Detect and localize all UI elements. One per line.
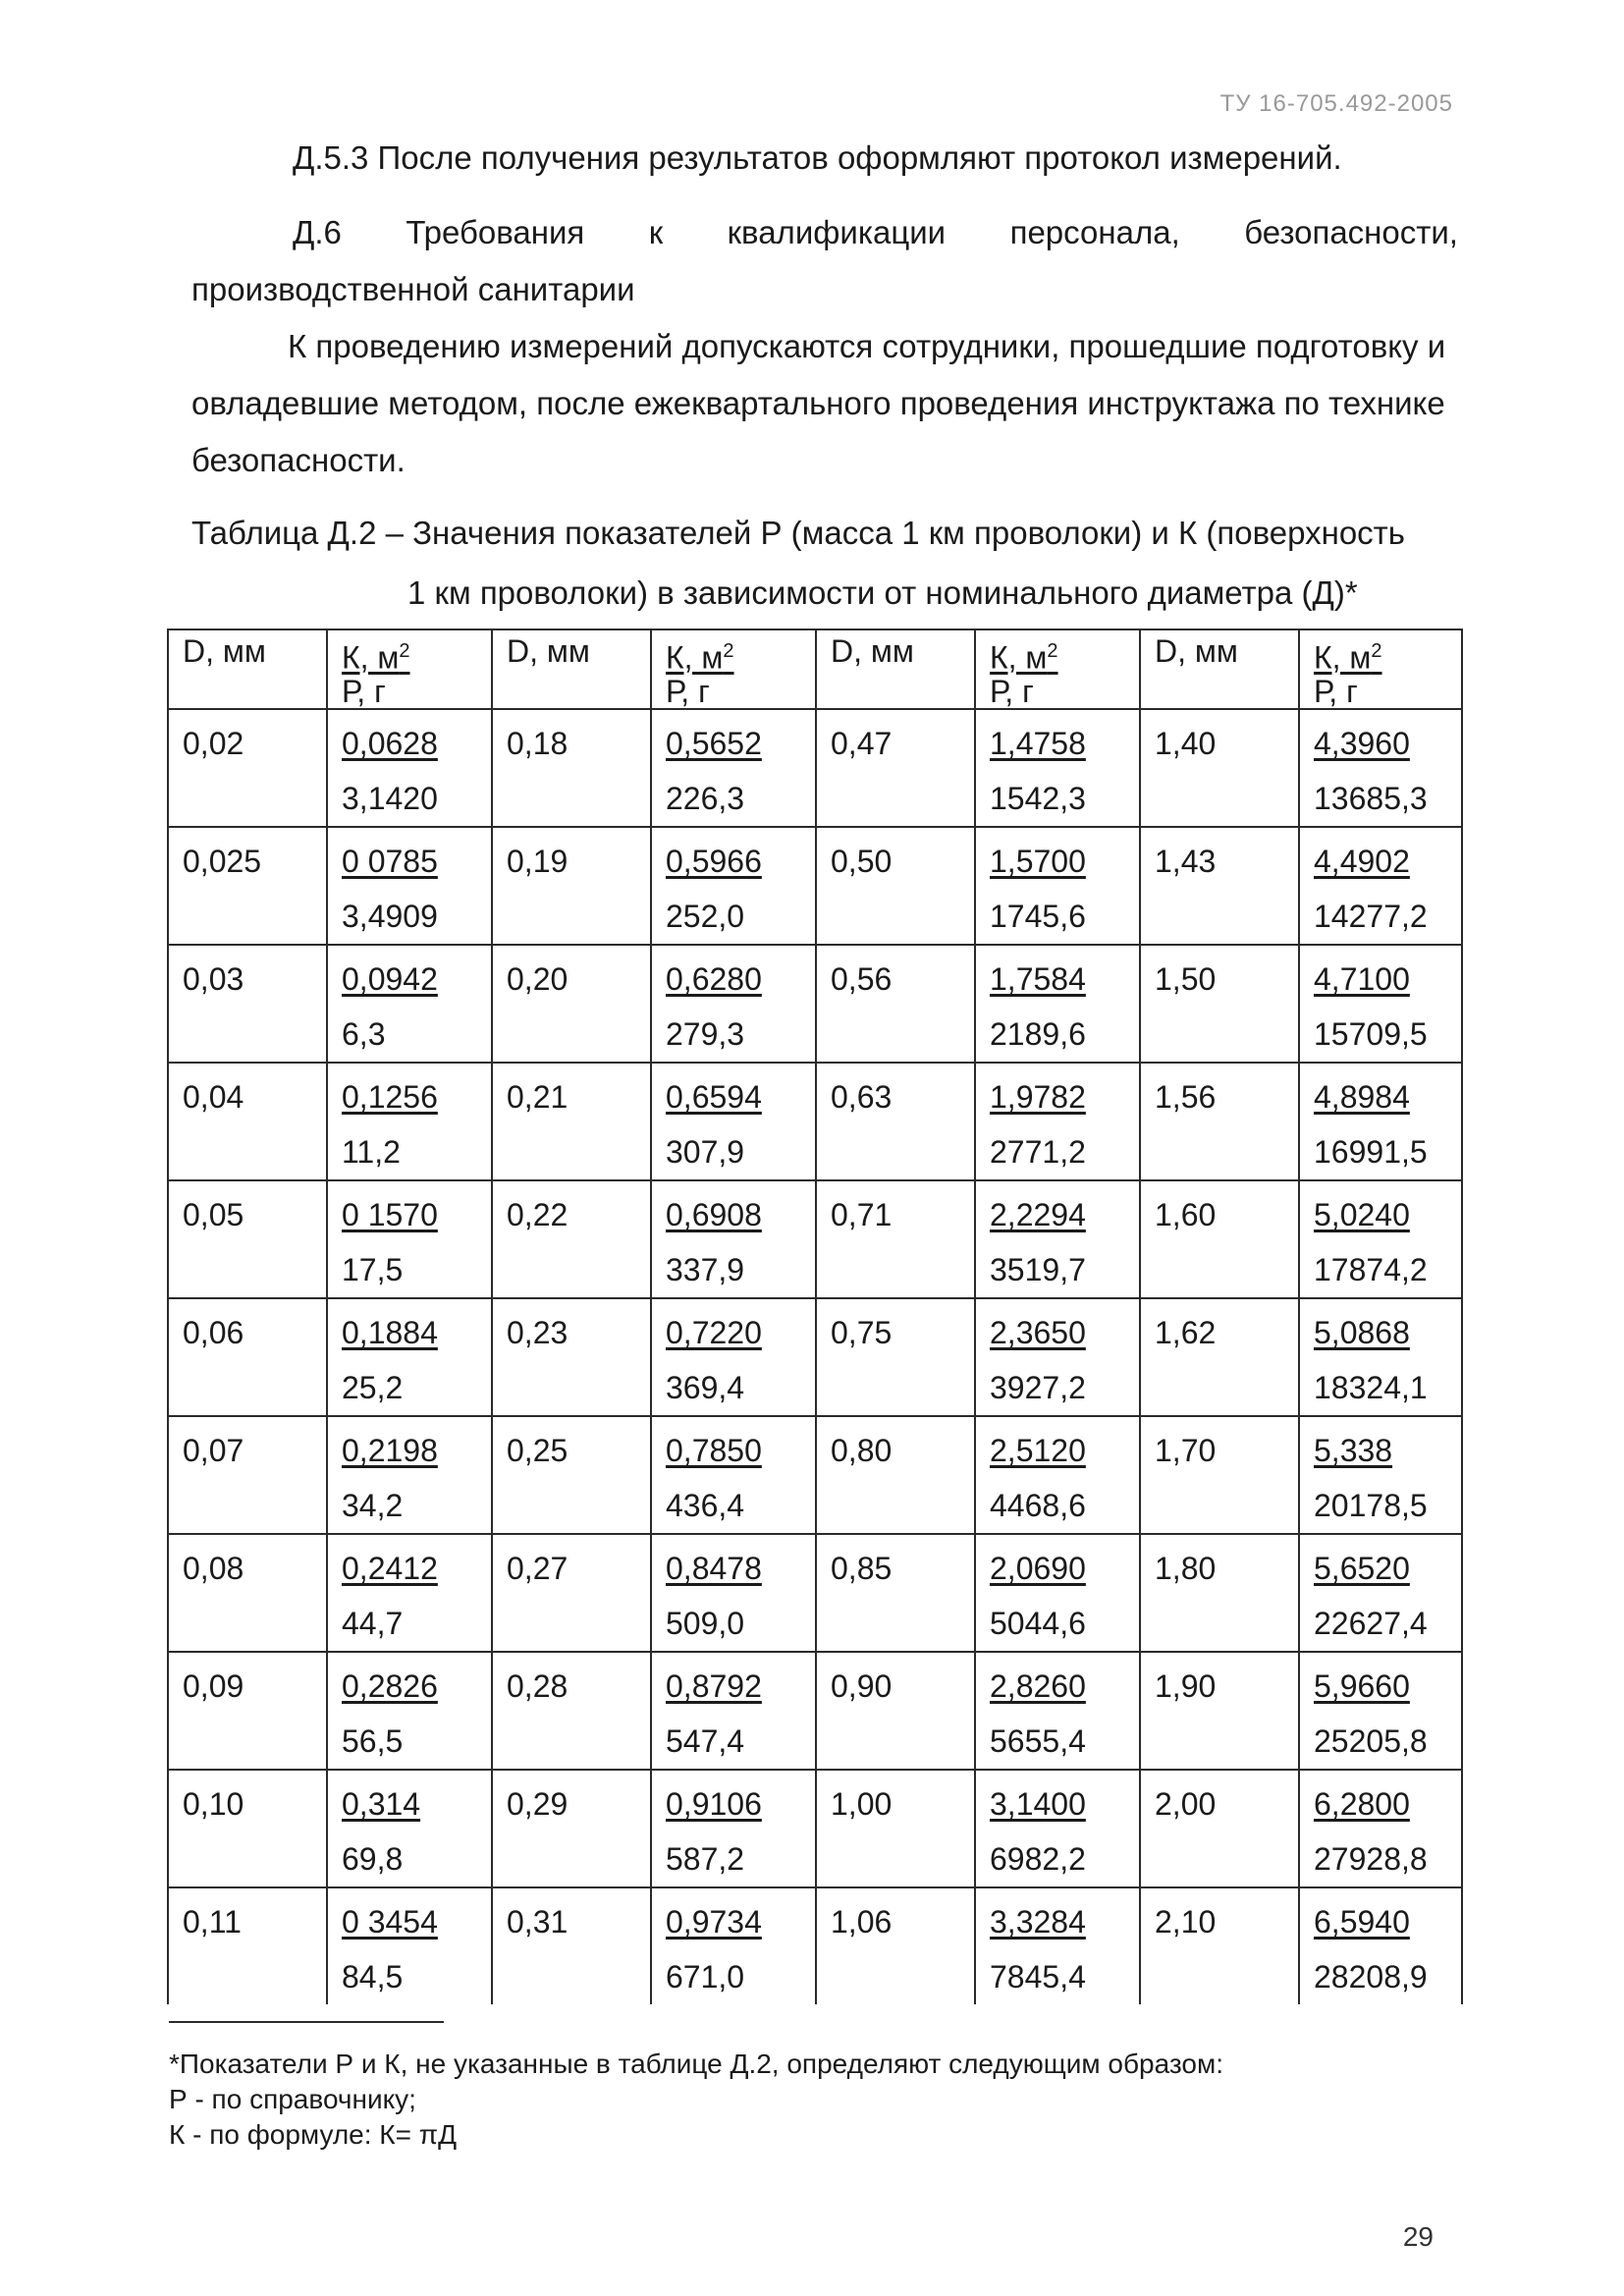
cell-k-value: 2,2294	[990, 1196, 1086, 1232]
cell-p-value: 509,0	[666, 1605, 745, 1641]
cell-p-value: 3519,7	[990, 1251, 1086, 1287]
cell-k-value: 6,2800	[1314, 1785, 1410, 1822]
cell-p-value: 6982,2	[990, 1840, 1086, 1877]
cell-diameter: 0,03	[168, 945, 327, 1063]
cell-diameter: 1,90	[1140, 1652, 1299, 1770]
cell-k-value: 2,3650	[990, 1314, 1086, 1350]
cell-diameter: 0,80	[816, 1416, 975, 1534]
cell-p-value: 4468,6	[990, 1487, 1086, 1523]
header-k-label	[342, 634, 477, 675]
section-d6-word: квалификации	[727, 214, 947, 250]
cell-diameter: 0,29	[492, 1770, 651, 1887]
cell-kp	[975, 1416, 1140, 1534]
cell-kp	[1299, 1180, 1462, 1298]
cell-kp	[1299, 1063, 1462, 1180]
cell-p-value: 14277,2	[1314, 898, 1428, 934]
header-k-text: К, м	[342, 639, 400, 676]
cell-k-value: 1,5700	[990, 843, 1086, 879]
cell-p-value: 587,2	[666, 1840, 745, 1877]
cell-k-value: 0,1884	[342, 1314, 438, 1350]
cell-k-value: 0,8478	[666, 1550, 762, 1586]
cell-p-value: 6,3	[342, 1015, 386, 1052]
cell-p-value: 15709,5	[1314, 1015, 1428, 1052]
cell-k-value: 1,9782	[990, 1078, 1086, 1115]
cell-p-value: 1745,6	[990, 898, 1086, 934]
cell-diameter: 0,11	[168, 1887, 327, 2004]
header-k-superscript: 2	[1371, 640, 1382, 662]
cell-k-value: 0,2198	[342, 1432, 438, 1468]
cell-diameter: 0,05	[168, 1180, 327, 1298]
cell-kp	[975, 1298, 1140, 1416]
cell-diameter: 0,19	[492, 827, 651, 945]
header-k-superscript: 2	[723, 640, 734, 662]
section-d6-number: Д.6	[293, 214, 342, 250]
cell-kp	[651, 827, 816, 945]
cell-k-value: 0,0942	[342, 960, 438, 997]
cell-k-value: 5,0868	[1314, 1314, 1410, 1350]
cell-k-value: 2,0690	[990, 1550, 1086, 1586]
cell-p-value: 22627,4	[1314, 1605, 1428, 1641]
footnote-divider	[169, 2021, 444, 2023]
cell-p-value: 34,2	[342, 1487, 404, 1523]
cell-kp	[327, 1534, 492, 1652]
cell-k-value: 3,3284	[990, 1903, 1086, 1940]
cell-kp	[327, 827, 492, 945]
cell-diameter: 1,60	[1140, 1180, 1299, 1298]
cell-kp	[651, 1887, 816, 2004]
cell-p-value: 3,1420	[342, 780, 438, 816]
cell-p-value: 25,2	[342, 1369, 404, 1405]
cell-p-value: 5655,4	[990, 1722, 1086, 1759]
cell-k-value: 0,8792	[666, 1667, 762, 1704]
cell-diameter: 0,50	[816, 827, 975, 945]
cell-kp	[975, 1534, 1140, 1652]
cell-k-value: 0 0785	[342, 843, 438, 879]
header-diameter: D, мм	[492, 629, 651, 709]
cell-k-value: 0,5966	[666, 843, 762, 879]
cell-p-value: 2189,6	[990, 1015, 1086, 1052]
cell-diameter: 1,43	[1140, 827, 1299, 945]
cell-p-value: 337,9	[666, 1251, 745, 1287]
cell-diameter: 2,00	[1140, 1770, 1299, 1887]
section-d6-word: персонала,	[1009, 214, 1180, 250]
table-row	[168, 1416, 1462, 1534]
cell-diameter: 0,28	[492, 1652, 651, 1770]
cell-kp	[1299, 1416, 1462, 1534]
table-row	[168, 827, 1462, 945]
cell-k-value: 0,5652	[666, 725, 762, 761]
cell-p-value: 44,7	[342, 1605, 404, 1641]
cell-p-value: 17,5	[342, 1251, 404, 1287]
cell-p-value: 25205,8	[1314, 1722, 1428, 1759]
cell-kp	[1299, 1534, 1462, 1652]
cell-p-value: 252,0	[666, 898, 745, 934]
cell-k-value: 0,9734	[666, 1903, 762, 1940]
cell-p-value: 369,4	[666, 1369, 745, 1405]
cell-diameter: 0,90	[816, 1652, 975, 1770]
cell-k-value: 5,0240	[1314, 1196, 1410, 1232]
header-kp	[975, 629, 1140, 709]
header-k-label	[666, 634, 801, 675]
cell-k-value: 1,4758	[990, 725, 1086, 761]
cell-p-value: 56,5	[342, 1722, 404, 1759]
header-p-label: Р, г	[1314, 673, 1358, 709]
page-number: 29	[1402, 2221, 1434, 2252]
table-row	[168, 709, 1462, 827]
header-diameter: D, мм	[1140, 629, 1299, 709]
cell-p-value: 307,9	[666, 1133, 745, 1170]
cell-kp	[327, 1180, 492, 1298]
header-kp	[327, 629, 492, 709]
cell-p-value: 13685,3	[1314, 780, 1428, 816]
cell-kp	[327, 1770, 492, 1887]
cell-k-value: 0 3454	[342, 1903, 438, 1940]
cell-kp	[1299, 1298, 1462, 1416]
cell-kp	[975, 1063, 1140, 1180]
header-p-label: Р, г	[990, 673, 1034, 709]
cell-kp	[651, 1180, 816, 1298]
cell-p-value: 11,2	[342, 1133, 401, 1170]
cell-kp	[1299, 1887, 1462, 2004]
cell-diameter: 0,09	[168, 1652, 327, 1770]
cell-p-value: 28208,9	[1314, 1958, 1428, 1995]
header-k-superscript: 2	[399, 640, 410, 662]
cell-kp	[651, 1652, 816, 1770]
footnote-line1: *Показатели Р и К, не указанные в таблице Д.2, определяют следующим образом:	[169, 2049, 1223, 2079]
document-code-header: ТУ 16-705.492-2005	[1219, 90, 1453, 117]
cell-p-value: 3,4909	[342, 898, 438, 934]
cell-diameter: 0,85	[816, 1534, 975, 1652]
cell-diameter: 0,47	[816, 709, 975, 827]
cell-diameter: 0,04	[168, 1063, 327, 1180]
section-d6-heading-line2: производственной санитарии	[191, 271, 635, 307]
cell-k-value: 0,9106	[666, 1785, 762, 1822]
cell-kp	[975, 709, 1140, 827]
cell-k-value: 0,2826	[342, 1667, 438, 1704]
cell-kp	[327, 1652, 492, 1770]
cell-diameter: 1,50	[1140, 945, 1299, 1063]
cell-diameter: 2,10	[1140, 1887, 1299, 2004]
cell-p-value: 18324,1	[1314, 1369, 1428, 1405]
cell-k-value: 4,7100	[1314, 960, 1410, 997]
table-row	[168, 1298, 1462, 1416]
footnote-line3: К - по формуле: К= πД	[169, 2119, 458, 2150]
cell-kp	[975, 1652, 1140, 1770]
cell-p-value: 7845,4	[990, 1958, 1086, 1995]
table-row	[168, 1534, 1462, 1652]
cell-p-value: 17874,2	[1314, 1251, 1428, 1287]
cell-diameter: 0,07	[168, 1416, 327, 1534]
cell-diameter: 0,08	[168, 1534, 327, 1652]
cell-diameter: 0,10	[168, 1770, 327, 1887]
cell-k-value: 5,9660	[1314, 1667, 1410, 1704]
cell-p-value: 279,3	[666, 1015, 745, 1052]
cell-p-value: 2771,2	[990, 1133, 1086, 1170]
cell-diameter: 0,02	[168, 709, 327, 827]
cell-p-value: 1542,3	[990, 780, 1086, 816]
cell-diameter: 0,025	[168, 827, 327, 945]
cell-diameter: 0,18	[492, 709, 651, 827]
header-k-text: К, м	[666, 639, 724, 676]
cell-diameter: 0,23	[492, 1298, 651, 1416]
cell-k-value: 0,0628	[342, 725, 438, 761]
header-k-label	[1314, 634, 1447, 675]
table-caption-line1: Таблица Д.2 – Значения показателей Р (масса 1 км проволоки) и К (поверхность	[191, 515, 1405, 551]
cell-p-value: 69,8	[342, 1840, 404, 1877]
cell-k-value: 4,8984	[1314, 1078, 1410, 1115]
data-table	[167, 629, 1463, 2004]
table-row	[168, 1180, 1462, 1298]
header-kp	[651, 629, 816, 709]
header-k-text: К, м	[990, 639, 1048, 676]
cell-diameter: 0,27	[492, 1534, 651, 1652]
cell-k-value: 0,7850	[666, 1432, 762, 1468]
cell-kp	[651, 1298, 816, 1416]
cell-k-value: 0,7220	[666, 1314, 762, 1350]
header-k-superscript: 2	[1047, 640, 1058, 662]
cell-k-value: 4,4902	[1314, 843, 1410, 879]
table-header-row	[168, 629, 1462, 709]
cell-kp	[327, 1063, 492, 1180]
table-body	[168, 629, 1462, 2004]
header-diameter: D, мм	[168, 629, 327, 709]
cell-k-value: 0,6908	[666, 1196, 762, 1232]
cell-diameter: 0,25	[492, 1416, 651, 1534]
cell-diameter: 1,56	[1140, 1063, 1299, 1180]
cell-k-value: 0,2412	[342, 1550, 438, 1586]
cell-kp	[327, 709, 492, 827]
cell-diameter: 0,56	[816, 945, 975, 1063]
section-d6-word: к	[648, 214, 664, 250]
cell-k-value: 4,3960	[1314, 725, 1410, 761]
cell-kp	[975, 1180, 1140, 1298]
section-d6-word: безопасности,	[1244, 214, 1458, 250]
cell-diameter: 0,71	[816, 1180, 975, 1298]
cell-diameter: 0,21	[492, 1063, 651, 1180]
cell-p-value: 84,5	[342, 1958, 404, 1995]
cell-kp	[975, 827, 1140, 945]
cell-diameter: 1,80	[1140, 1534, 1299, 1652]
cell-p-value: 5044,6	[990, 1605, 1086, 1641]
cell-kp	[651, 945, 816, 1063]
cell-diameter: 0,75	[816, 1298, 975, 1416]
table-caption-line2: 1 км проволоки) в зависимости от номинального диаметра (Д)*	[407, 574, 1358, 611]
cell-diameter: 0,20	[492, 945, 651, 1063]
section-d6-body	[191, 318, 1458, 489]
cell-k-value: 5,6520	[1314, 1550, 1410, 1586]
table-row	[168, 1652, 1462, 1770]
section-d6-heading	[191, 204, 1458, 318]
cell-diameter: 1,06	[816, 1887, 975, 2004]
cell-kp	[975, 1770, 1140, 1887]
cell-p-value: 27928,8	[1314, 1840, 1428, 1877]
section-d53-text: Д.5.3 После получения результатов оформляют протокол измерений.	[293, 139, 1342, 176]
cell-diameter: 1,70	[1140, 1416, 1299, 1534]
cell-k-value: 3,1400	[990, 1785, 1086, 1822]
header-p-label: Р, г	[342, 673, 386, 709]
cell-k-value: 5,338	[1314, 1432, 1393, 1468]
cell-diameter: 0,63	[816, 1063, 975, 1180]
header-k-label	[990, 634, 1125, 675]
table-row	[168, 945, 1462, 1063]
cell-p-value: 16991,5	[1314, 1133, 1428, 1170]
header-k-text: К, м	[1314, 639, 1372, 676]
section-d6-heading-line1	[191, 204, 1458, 261]
cell-kp	[651, 1770, 816, 1887]
cell-diameter: 0,31	[492, 1887, 651, 2004]
cell-kp	[327, 1887, 492, 2004]
section-d6-word: Требования	[406, 214, 585, 250]
cell-kp	[1299, 945, 1462, 1063]
cell-k-value: 2,5120	[990, 1432, 1086, 1468]
cell-kp	[1299, 827, 1462, 945]
cell-p-value: 226,3	[666, 780, 745, 816]
cell-k-value: 0,1256	[342, 1078, 438, 1115]
cell-k-value: 0,6280	[666, 960, 762, 997]
cell-diameter: 0,06	[168, 1298, 327, 1416]
cell-kp	[1299, 709, 1462, 827]
cell-diameter: 1,00	[816, 1770, 975, 1887]
cell-kp	[651, 1063, 816, 1180]
table-row	[168, 1063, 1462, 1180]
cell-kp	[651, 1416, 816, 1534]
cell-kp	[1299, 1770, 1462, 1887]
cell-k-value: 0,6594	[666, 1078, 762, 1115]
cell-diameter: 1,62	[1140, 1298, 1299, 1416]
cell-kp	[327, 945, 492, 1063]
cell-kp	[651, 1534, 816, 1652]
header-kp	[1299, 629, 1462, 709]
cell-k-value: 1,7584	[990, 960, 1086, 997]
cell-k-value: 2,8260	[990, 1667, 1086, 1704]
cell-diameter: 1,40	[1140, 709, 1299, 827]
cell-p-value: 20178,5	[1314, 1487, 1428, 1523]
cell-k-value: 0 1570	[342, 1196, 438, 1232]
header-p-label: Р, г	[666, 673, 710, 709]
cell-p-value: 671,0	[666, 1958, 745, 1995]
cell-p-value: 3927,2	[990, 1369, 1086, 1405]
footnote-line2: Р - по справочнику;	[169, 2084, 416, 2114]
cell-diameter: 0,22	[492, 1180, 651, 1298]
cell-kp	[651, 709, 816, 827]
cell-kp	[327, 1416, 492, 1534]
cell-k-value: 0,314	[342, 1785, 421, 1822]
cell-kp	[975, 1887, 1140, 2004]
header-diameter: D, мм	[816, 629, 975, 709]
table-row	[168, 1770, 1462, 1887]
section-d6-body-text: К проведению измерений допускаются сотрудники, прошедшие подготовку и овладевшие методом, после ежеквартального проведения инструктажа по технике безопасности.	[191, 328, 1446, 478]
cell-k-value: 6,5940	[1314, 1903, 1410, 1940]
cell-p-value: 436,4	[666, 1487, 745, 1523]
table-row	[168, 1887, 1462, 2004]
cell-p-value: 547,4	[666, 1722, 745, 1759]
cell-kp	[1299, 1652, 1462, 1770]
cell-kp	[975, 945, 1140, 1063]
cell-kp	[327, 1298, 492, 1416]
